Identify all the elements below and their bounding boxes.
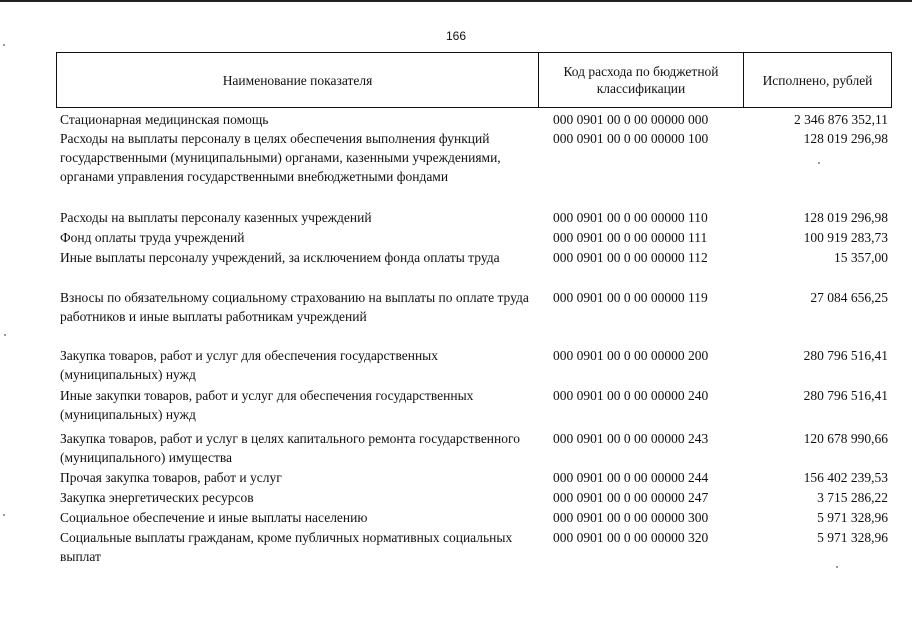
row-value: 100 919 283,73 — [803, 230, 888, 245]
row-value: 3 715 286,22 — [817, 490, 888, 505]
row-code: 000 0901 00 0 00 00000 320 — [553, 530, 709, 545]
row-code: 000 0901 00 0 00 00000 119 — [553, 290, 708, 305]
row-name: Стационарная медицинская помощь — [60, 112, 269, 127]
row-value: 5 971 328,96 — [817, 510, 888, 525]
row-value: 128 019 296,98 — [803, 210, 888, 225]
row-value: 5 971 328,96 — [817, 530, 888, 545]
scan-speck — [836, 566, 838, 568]
row-value: 27 084 656,25 — [810, 290, 888, 305]
row-name: Взносы по обязательному социальному страхованию на выплаты по оплате труда работников и иные выплаты работникам учреждений — [60, 290, 529, 324]
row-name: Расходы на выплаты персоналу в целях обеспечения выполнения функций государственными (муниципальными) органами, казенными учреждениями, органами управления государственными внебюджетными фондами — [60, 131, 501, 184]
header-code: Код расхода по бюджетной классификации — [539, 53, 744, 107]
table-header — [56, 52, 892, 108]
row-name: Социальное обеспечение и иные выплаты населению — [60, 510, 368, 525]
row-name: Расходы на выплаты персоналу казенных учреждений — [60, 210, 372, 225]
page-top-edge — [0, 0, 912, 2]
row-name: Закупка товаров, работ и услуг для обеспечения государственных (муниципальных) нужд — [60, 348, 439, 382]
row-name: Социальные выплаты гражданам, кроме публичных нормативных социальных выплат — [60, 530, 513, 564]
row-value: 2 346 876 352,11 — [794, 112, 888, 127]
row-value: 128 019 296,98 — [803, 131, 888, 146]
row-code: 000 0901 00 0 00 00000 244 — [553, 470, 709, 485]
row-code: 000 0901 00 0 00 00000 200 — [553, 348, 709, 363]
row-value: 156 402 239,53 — [803, 470, 888, 485]
row-name: Прочая закупка товаров, работ и услуг — [60, 470, 282, 485]
scan-speck — [3, 44, 5, 46]
row-value: 280 796 516,41 — [803, 348, 888, 363]
scan-speck — [818, 162, 820, 164]
row-code: 000 0901 00 0 00 00000 247 — [553, 490, 709, 505]
row-name: Закупка энергетических ресурсов — [60, 490, 254, 505]
scan-speck — [3, 514, 5, 516]
row-name: Закупка товаров, работ и услуг в целях капитального ремонта государственного (муниципального) имущества — [60, 431, 520, 465]
row-name: Иные выплаты персоналу учреждений, за исключением фонда оплаты труда — [60, 250, 500, 265]
row-code: 000 0901 00 0 00 00000 100 — [553, 131, 709, 146]
row-code: 000 0901 00 0 00 00000 110 — [553, 210, 708, 225]
row-code: 000 0901 00 0 00 00000 111 — [553, 230, 708, 245]
row-value: 280 796 516,41 — [803, 388, 888, 403]
scan-speck — [4, 334, 6, 336]
row-value: 15 357,00 — [834, 250, 888, 265]
row-code: 000 0901 00 0 00 00000 112 — [553, 250, 708, 265]
row-code: 000 0901 00 0 00 00000 300 — [553, 510, 709, 525]
row-name: Фонд оплаты труда учреждений — [60, 230, 245, 245]
page-number: 166 — [445, 29, 467, 43]
header-name: Наименование показателя — [57, 53, 539, 107]
row-name: Иные закупки товаров, работ и услуг для обеспечения государственных (муниципальных) нужд — [60, 388, 474, 422]
header-value: Исполнено, рублей — [762, 72, 873, 88]
row-code: 000 0901 00 0 00 00000 000 — [553, 112, 709, 127]
row-value: 120 678 990,66 — [803, 431, 888, 446]
row-code: 000 0901 00 0 00 00000 243 — [553, 431, 709, 446]
row-code: 000 0901 00 0 00 00000 240 — [553, 388, 709, 403]
